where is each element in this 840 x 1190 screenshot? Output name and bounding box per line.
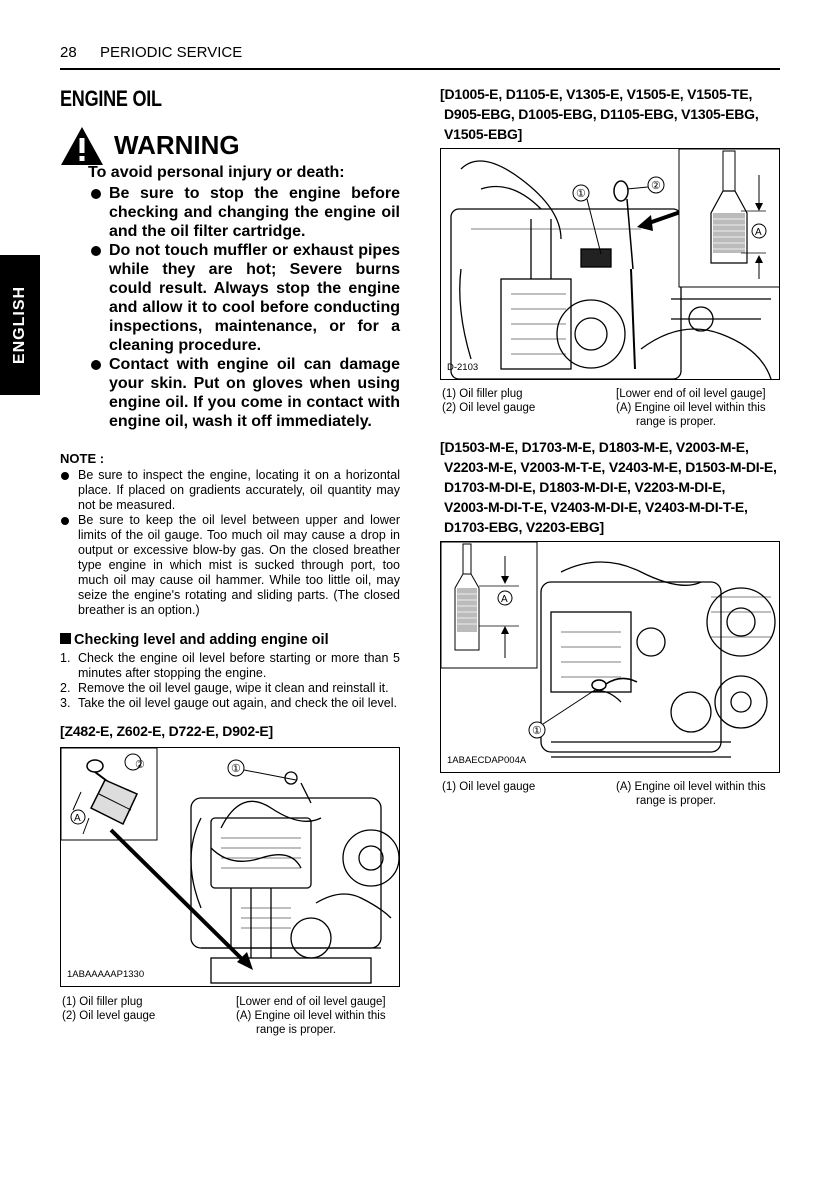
section-title: PERIODIC SERVICE xyxy=(100,44,243,61)
fig3-code: 1ABAECDAP004A xyxy=(447,755,527,766)
page-title: ENGINE OIL xyxy=(60,86,162,111)
checking-steps xyxy=(60,651,400,711)
fig2-callout-1: ① xyxy=(576,188,586,200)
fig1-caption-item: [Lower end of oil level gauge] xyxy=(236,996,386,1008)
square-bullet-icon xyxy=(60,633,71,644)
checking-heading: Checking level and adding engine oil xyxy=(60,632,400,648)
page-header xyxy=(60,44,780,70)
fig3-callout-1: ① xyxy=(532,725,542,737)
fig1-code: 1ABAAAAAP1330 xyxy=(67,969,145,980)
fig1-callout-1: ① xyxy=(231,763,241,775)
language-tab-label: ENGLISH xyxy=(11,285,28,365)
fig3-engine-drawing xyxy=(441,542,780,773)
language-tab xyxy=(0,255,40,395)
fig2-callout-2: ② xyxy=(651,180,661,192)
warning-list xyxy=(88,184,400,431)
fig1-caption-item: (2) Oil level gauge xyxy=(62,1010,156,1022)
fig2-caption-item: (1) Oil filler plug xyxy=(442,388,523,400)
fig3-models: [D1503-M-E, D1703-M-E, D1803-M-E, V2003-M-E, V2203-M-E, V2003-M-T-E, V2403-M-E, D1503-M-DI-E, D1703-M-DI-E, D1803-M-DI-E, V2203-M-DI-E, V2003-M-DI-T-E, V2403-M-DI-E, V2403-M-DI-T-E, D1703-EBG, V2203-EBG] xyxy=(440,439,777,535)
fig2-caption-item: range is proper. xyxy=(636,416,716,428)
note-title: NOTE : xyxy=(60,451,105,466)
warning-triangle-icon xyxy=(60,126,104,166)
left-column xyxy=(60,86,400,1041)
fig2-caption xyxy=(440,387,780,433)
fig1-callout-2: ② xyxy=(135,759,145,771)
fig1-illustration xyxy=(60,747,400,987)
fig3-illustration xyxy=(440,541,780,773)
warning-item: Be sure to stop the engine before checking and changing the engine oil and the oil filter cartridge. xyxy=(88,184,400,241)
page-number: 28 xyxy=(60,44,77,61)
fig2-engine-drawing xyxy=(441,149,780,380)
note-item: Be sure to keep the oil level between upper and lower limits of the oil gauge. Too much oil may cause a drop in output or excessive blow-by gas. On the closed breather type engine in which mist is sucked through port, too much oil may cause oil hammer. While too little oil, may seize the engine's rotating and sliding parts. (The closed breather is an option.) xyxy=(60,513,400,618)
fig2-caption-item: [Lower end of oil level gauge] xyxy=(616,388,766,400)
fig2-callout-a: A xyxy=(755,227,762,238)
fig1-caption-item: (A) Engine oil level within this xyxy=(236,1010,386,1022)
fig2-caption-item: (2) Oil level gauge xyxy=(442,402,536,414)
fig3-caption-item: (1) Oil level gauge xyxy=(442,781,536,793)
fig1-engine-drawing xyxy=(61,748,400,987)
fig3-caption-item: range is proper. xyxy=(636,795,716,807)
fig2-models: [D1005-E, D1105-E, V1305-E, V1505-E, V1505-TE, D905-EBG, D1005-EBG, D1105-EBG, V1305-EBG, V1505-EBG] xyxy=(440,86,759,142)
fig1-models: [Z482-E, Z602-E, D722-E, D902-E] xyxy=(60,723,274,739)
fig1-caption-item: (1) Oil filler plug xyxy=(62,996,143,1008)
fig2-code: D-2103 xyxy=(447,362,479,373)
warning-item: Contact with engine oil can damage your skin. Put on gloves when using engine oil. If you come in contact with engine oil, wash it off immediately. xyxy=(88,355,400,431)
warning-item: Do not touch muffler or exhaust pipes while they are hot; Severe burns could result. Always stop the engine and allow it to cool before conducting inspections, maintenance, or for a cleaning procedure. xyxy=(88,241,400,355)
warning-block xyxy=(60,124,400,164)
warning-intro: To avoid personal injury or death: xyxy=(88,164,345,181)
step-item: 2. Remove the oil level gauge, wipe it clean and reinstall it. xyxy=(60,681,389,695)
fig3-caption-item: (A) Engine oil level within this xyxy=(616,781,766,793)
fig3-callout-a: A xyxy=(501,594,508,605)
fig2-caption-item: (A) Engine oil level within this xyxy=(616,402,766,414)
fig1-callout-a: A xyxy=(74,813,81,824)
note-list xyxy=(60,468,400,618)
warning-label: WARNING xyxy=(114,130,240,160)
right-column xyxy=(440,84,780,812)
fig1-caption xyxy=(60,995,400,1041)
step-item: 3. Take the oil level gauge out again, and check the oil level. xyxy=(60,696,397,710)
fig3-caption xyxy=(440,780,780,812)
step-item: 1. Check the engine oil level before starting or more than 5 minutes after stopping the engine. xyxy=(60,651,400,680)
fig1-caption-item: range is proper. xyxy=(256,1024,336,1036)
fig2-illustration xyxy=(440,148,780,380)
note-item: Be sure to inspect the engine, locating it on a horizontal place. If placed on gradients accurately, oil quantity may not be measured. xyxy=(60,468,400,513)
